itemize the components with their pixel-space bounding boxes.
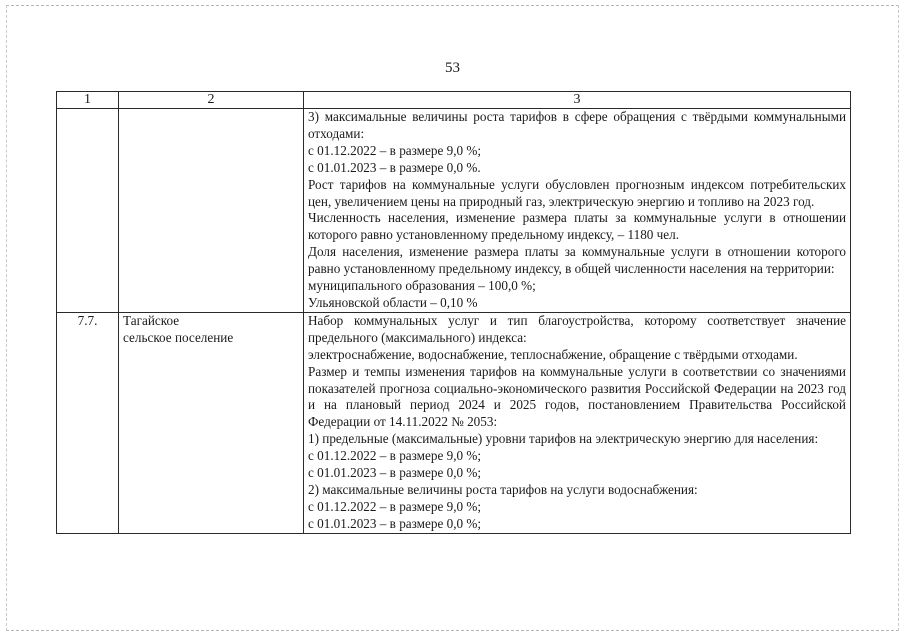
paragraph: с 01.01.2023 – в размере 0,0 %. bbox=[308, 159, 481, 175]
paragraph: 2) максимальные величины роста тарифов на услуги водоснабжения: bbox=[308, 481, 698, 497]
paragraph: с 01.12.2022 – в размере 9,0 %; bbox=[308, 498, 482, 514]
scan-border-right bbox=[898, 5, 899, 631]
row-number-cell: 7.7. bbox=[57, 312, 119, 533]
row-number-cell bbox=[57, 109, 119, 313]
scan-border-left bbox=[6, 5, 7, 631]
settlement-name-line: Тагайское bbox=[123, 312, 180, 328]
paragraph: с 01.01.2023 – в размере 0,0 %; bbox=[308, 465, 482, 481]
header-col-2: 2 bbox=[119, 92, 304, 109]
table-row bbox=[57, 312, 851, 533]
paragraph: муниципального образования – 100,0 %; bbox=[308, 278, 536, 294]
paragraph: с 01.12.2022 – в размере 9,0 %; bbox=[308, 448, 482, 464]
row-name-cell bbox=[119, 312, 304, 533]
paragraph: с 01.12.2022 – в размере 9,0 %; bbox=[308, 142, 482, 158]
paragraph: Доля населения, изменение размера платы за коммунальные услуги в отношении которого равно установленному предельному индексу, в общей численности населения на территории: bbox=[308, 244, 846, 277]
page-number: 53 bbox=[445, 60, 460, 76]
paragraph: с 01.01.2023 – в размере 0,0 %; bbox=[308, 515, 482, 531]
paragraph: Ульяновской области – 0,10 % bbox=[308, 294, 478, 310]
paragraph: 3) максимальные величины роста тарифов в сфере обращения с твёрдыми коммунальными отходами: bbox=[308, 109, 846, 141]
paragraph: 1) предельные (максимальные) уровни тарифов на электрическую энергию для населения: bbox=[308, 431, 819, 447]
table-header-row bbox=[57, 92, 851, 109]
header-col-1: 1 bbox=[57, 92, 119, 109]
paragraph: Рост тарифов на коммунальные услуги обусловлен прогнозным индексом потребительских цен, увеличением цены на природный газ, электрическую энергию и топливо на 2023 год. bbox=[308, 176, 846, 209]
row-content-cell bbox=[304, 312, 851, 533]
row-name-cell bbox=[119, 109, 304, 313]
paragraph: Численность населения, изменение размера платы за коммунальные услуги в отношении которого равно установленному предельному индексу, – 1180 чел. bbox=[308, 210, 846, 243]
settlement-name-line: сельское поселение bbox=[123, 329, 234, 345]
row-content-cell bbox=[304, 109, 851, 313]
header-col-3: 3 bbox=[304, 92, 851, 109]
paragraph: Размер и темпы изменения тарифов на коммунальные услуги в соответствии со значениями показателей прогноза социально-экономического развития Российской Федерации на 2023 год и на плановый период 2024 и 2025 годов, постановлением Правительства Российской Федерации от 14.11.2022 № 2053: bbox=[308, 363, 846, 430]
document-table bbox=[56, 91, 851, 534]
table-row bbox=[57, 109, 851, 313]
scan-border-bottom bbox=[6, 630, 899, 631]
scan-border-top bbox=[6, 5, 899, 6]
paragraph: Набор коммунальных услуг и тип благоустройства, которому соответствует значение предельного (максимального) индекса: bbox=[308, 312, 846, 345]
paragraph: электроснабжение, водоснабжение, теплоснабжение, обращение с твёрдыми отходами. bbox=[308, 346, 798, 362]
